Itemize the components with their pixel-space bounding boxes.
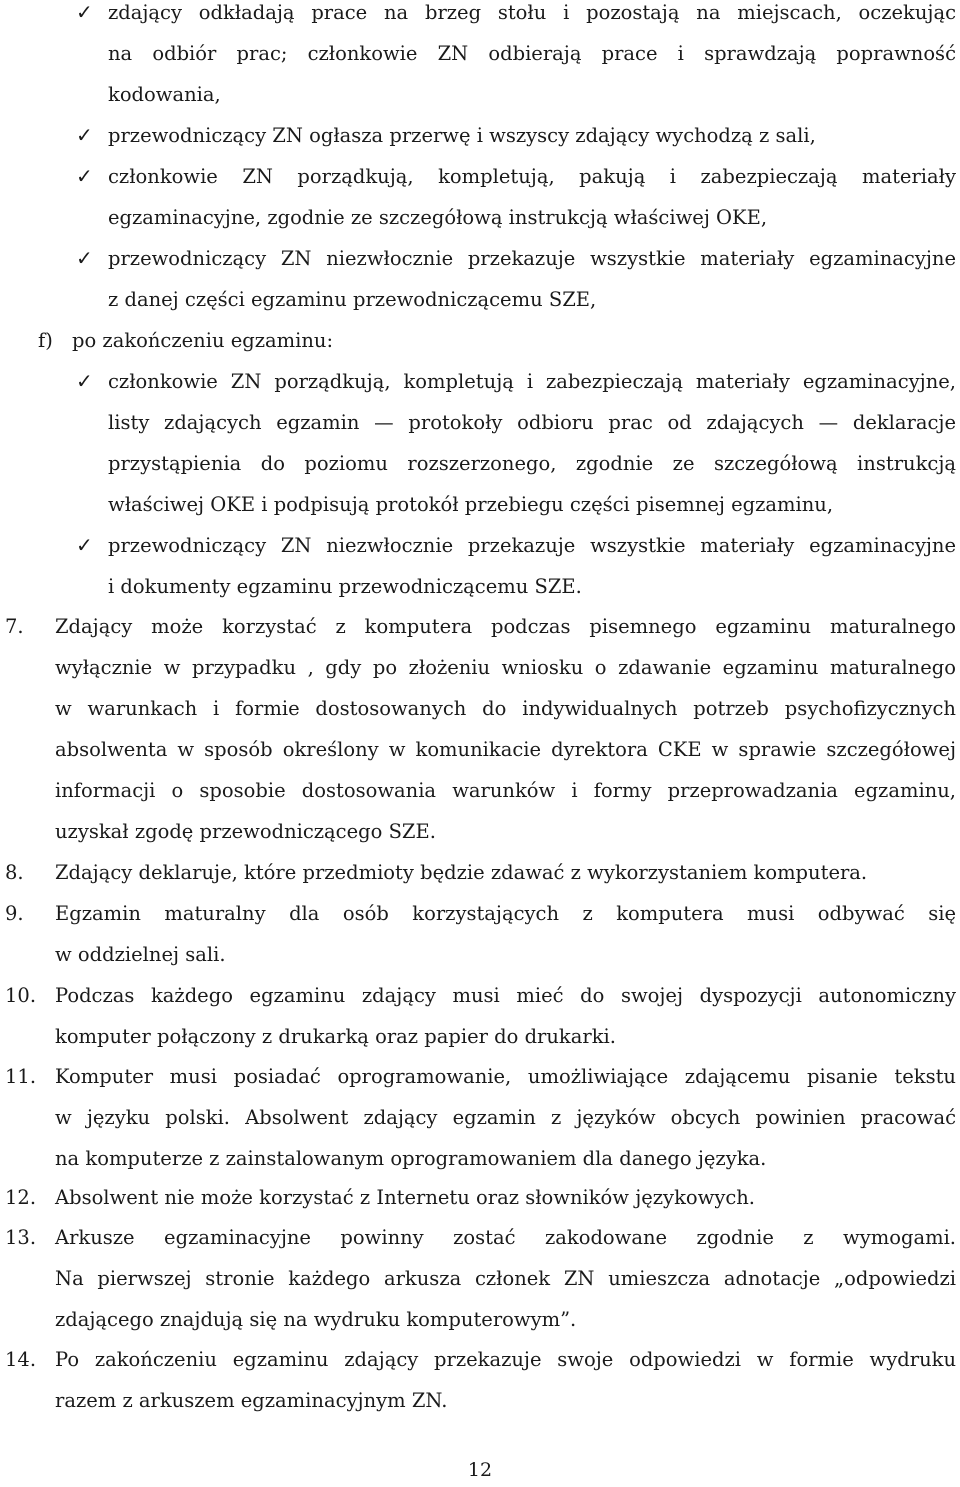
paragraph-line: w języku polski. Absolwent zdający egzamin z języków obcych powinien pracować bbox=[55, 1106, 956, 1129]
list-line: i dokumenty egzaminu przewodniczącemu SZE. bbox=[108, 575, 582, 598]
item-number: 8. bbox=[5, 861, 24, 884]
list-line: zdający odkładają prace na brzeg stołu i pozostają na miejscach, oczekując bbox=[108, 1, 956, 24]
paragraph-line: Komputer musi posiadać oprogramowanie, umożliwiające zdającemu pisanie tekstu bbox=[55, 1065, 956, 1088]
paragraph-line: Zdający deklaruje, które przedmioty będzie zdawać z wykorzystaniem komputera. bbox=[55, 861, 868, 884]
paragraph-line: Na pierwszej stronie każdego arkusza członek ZN umieszcza adnotacje „odpowiedzi bbox=[55, 1267, 956, 1290]
checkmark-icon: ✓ bbox=[76, 369, 93, 393]
list-line: właściwej OKE i podpisują protokół przebiegu części pisemnej egzaminu, bbox=[108, 493, 834, 516]
item-number: 12. bbox=[5, 1186, 37, 1209]
paragraph-line: uzyskał zgodę przewodniczącego SZE. bbox=[55, 820, 436, 843]
paragraph-line: Po zakończeniu egzaminu zdający przekazuje swoje odpowiedzi w formie wydruku bbox=[55, 1348, 956, 1371]
paragraph-line: Zdający może korzystać z komputera podczas pisemnego egzaminu maturalnego bbox=[55, 615, 956, 638]
list-line: członkowie ZN porządkują, kompletują i zabezpieczają materiały egzaminacyjne, bbox=[108, 370, 956, 393]
paragraph-line: Podczas każdego egzaminu zdający musi mieć do swojej dyspozycji autonomiczny bbox=[55, 984, 956, 1007]
list-line: przewodniczący ZN niezwłocznie przekazuje wszystkie materiały egzaminacyjne bbox=[108, 534, 956, 557]
paragraph-line: Egzamin maturalny dla osób korzystających z komputera musi odbywać się bbox=[55, 902, 956, 925]
list-line: listy zdających egzamin — protokoły odbioru prac od zdających — deklaracje bbox=[108, 411, 956, 434]
paragraph-line: na komputerze z zainstalowanym oprogramowaniem dla danego języka. bbox=[55, 1147, 767, 1170]
checkmark-icon: ✓ bbox=[76, 246, 93, 270]
paragraph-line: zdającego znajdują się na wydruku komputerowym”. bbox=[55, 1308, 577, 1331]
list-line: przewodniczący ZN niezwłocznie przekazuje wszystkie materiały egzaminacyjne bbox=[108, 247, 956, 270]
paragraph-line: absolwenta w sposób określony w komunikacie dyrektora CKE w sprawie szczegółowej bbox=[55, 738, 956, 761]
paragraph-line: w oddzielnej sali. bbox=[55, 943, 226, 966]
paragraph-line: wyłącznie w przypadku , gdy po złożeniu wniosku o zdawanie egzaminu maturalnego bbox=[55, 656, 956, 679]
item-number: 14. bbox=[5, 1348, 37, 1371]
list-line: egzaminacyjne, zgodnie ze szczegółową instrukcją właściwej OKE, bbox=[108, 206, 768, 229]
paragraph-line: Arkusze egzaminacyjne powinny zostać zakodowane zgodnie z wymogami. bbox=[55, 1226, 956, 1249]
list-line: członkowie ZN porządkują, kompletują, pakują i zabezpieczają materiały bbox=[108, 165, 956, 188]
paragraph-line: w warunkach i formie dostosowanych do indywidualnych potrzeb psychofizycznych bbox=[55, 697, 956, 720]
item-number: 9. bbox=[5, 902, 24, 925]
paragraph-line: razem z arkuszem egzaminacyjnym ZN. bbox=[55, 1389, 448, 1412]
page-number: 12 bbox=[467, 1459, 493, 1481]
paragraph-line: informacji o sposobie dostosowania warunków i formy przeprowadzania egzaminu, bbox=[55, 779, 956, 802]
checkmark-icon: ✓ bbox=[76, 123, 93, 147]
list-line: z danej części egzaminu przewodniczącemu SZE, bbox=[108, 288, 597, 311]
list-line: na odbiór prac; członkowie ZN odbierają prace i sprawdzają poprawność bbox=[108, 42, 956, 65]
item-number: 7. bbox=[5, 615, 24, 638]
paragraph-line: komputer połączony z drukarką oraz papier do drukarki. bbox=[55, 1025, 616, 1048]
checkmark-icon: ✓ bbox=[76, 164, 93, 188]
list-line: przewodniczący ZN ogłasza przerwę i wszyscy zdający wychodzą z sali, bbox=[108, 124, 816, 147]
paragraph-line: Absolwent nie może korzystać z Internetu oraz słowników językowych. bbox=[55, 1186, 756, 1209]
block-f-label: f) bbox=[38, 329, 53, 352]
list-line: przystąpienia do poziomu rozszerzonego, zgodnie ze szczegółową instrukcją bbox=[108, 452, 956, 475]
item-number: 11. bbox=[5, 1065, 37, 1088]
item-number: 13. bbox=[5, 1226, 37, 1249]
list-line: kodowania, bbox=[108, 83, 221, 106]
checkmark-icon: ✓ bbox=[76, 0, 93, 24]
checkmark-icon: ✓ bbox=[76, 533, 93, 557]
block-f-heading: po zakończeniu egzaminu: bbox=[72, 329, 334, 352]
item-number: 10. bbox=[5, 984, 37, 1007]
